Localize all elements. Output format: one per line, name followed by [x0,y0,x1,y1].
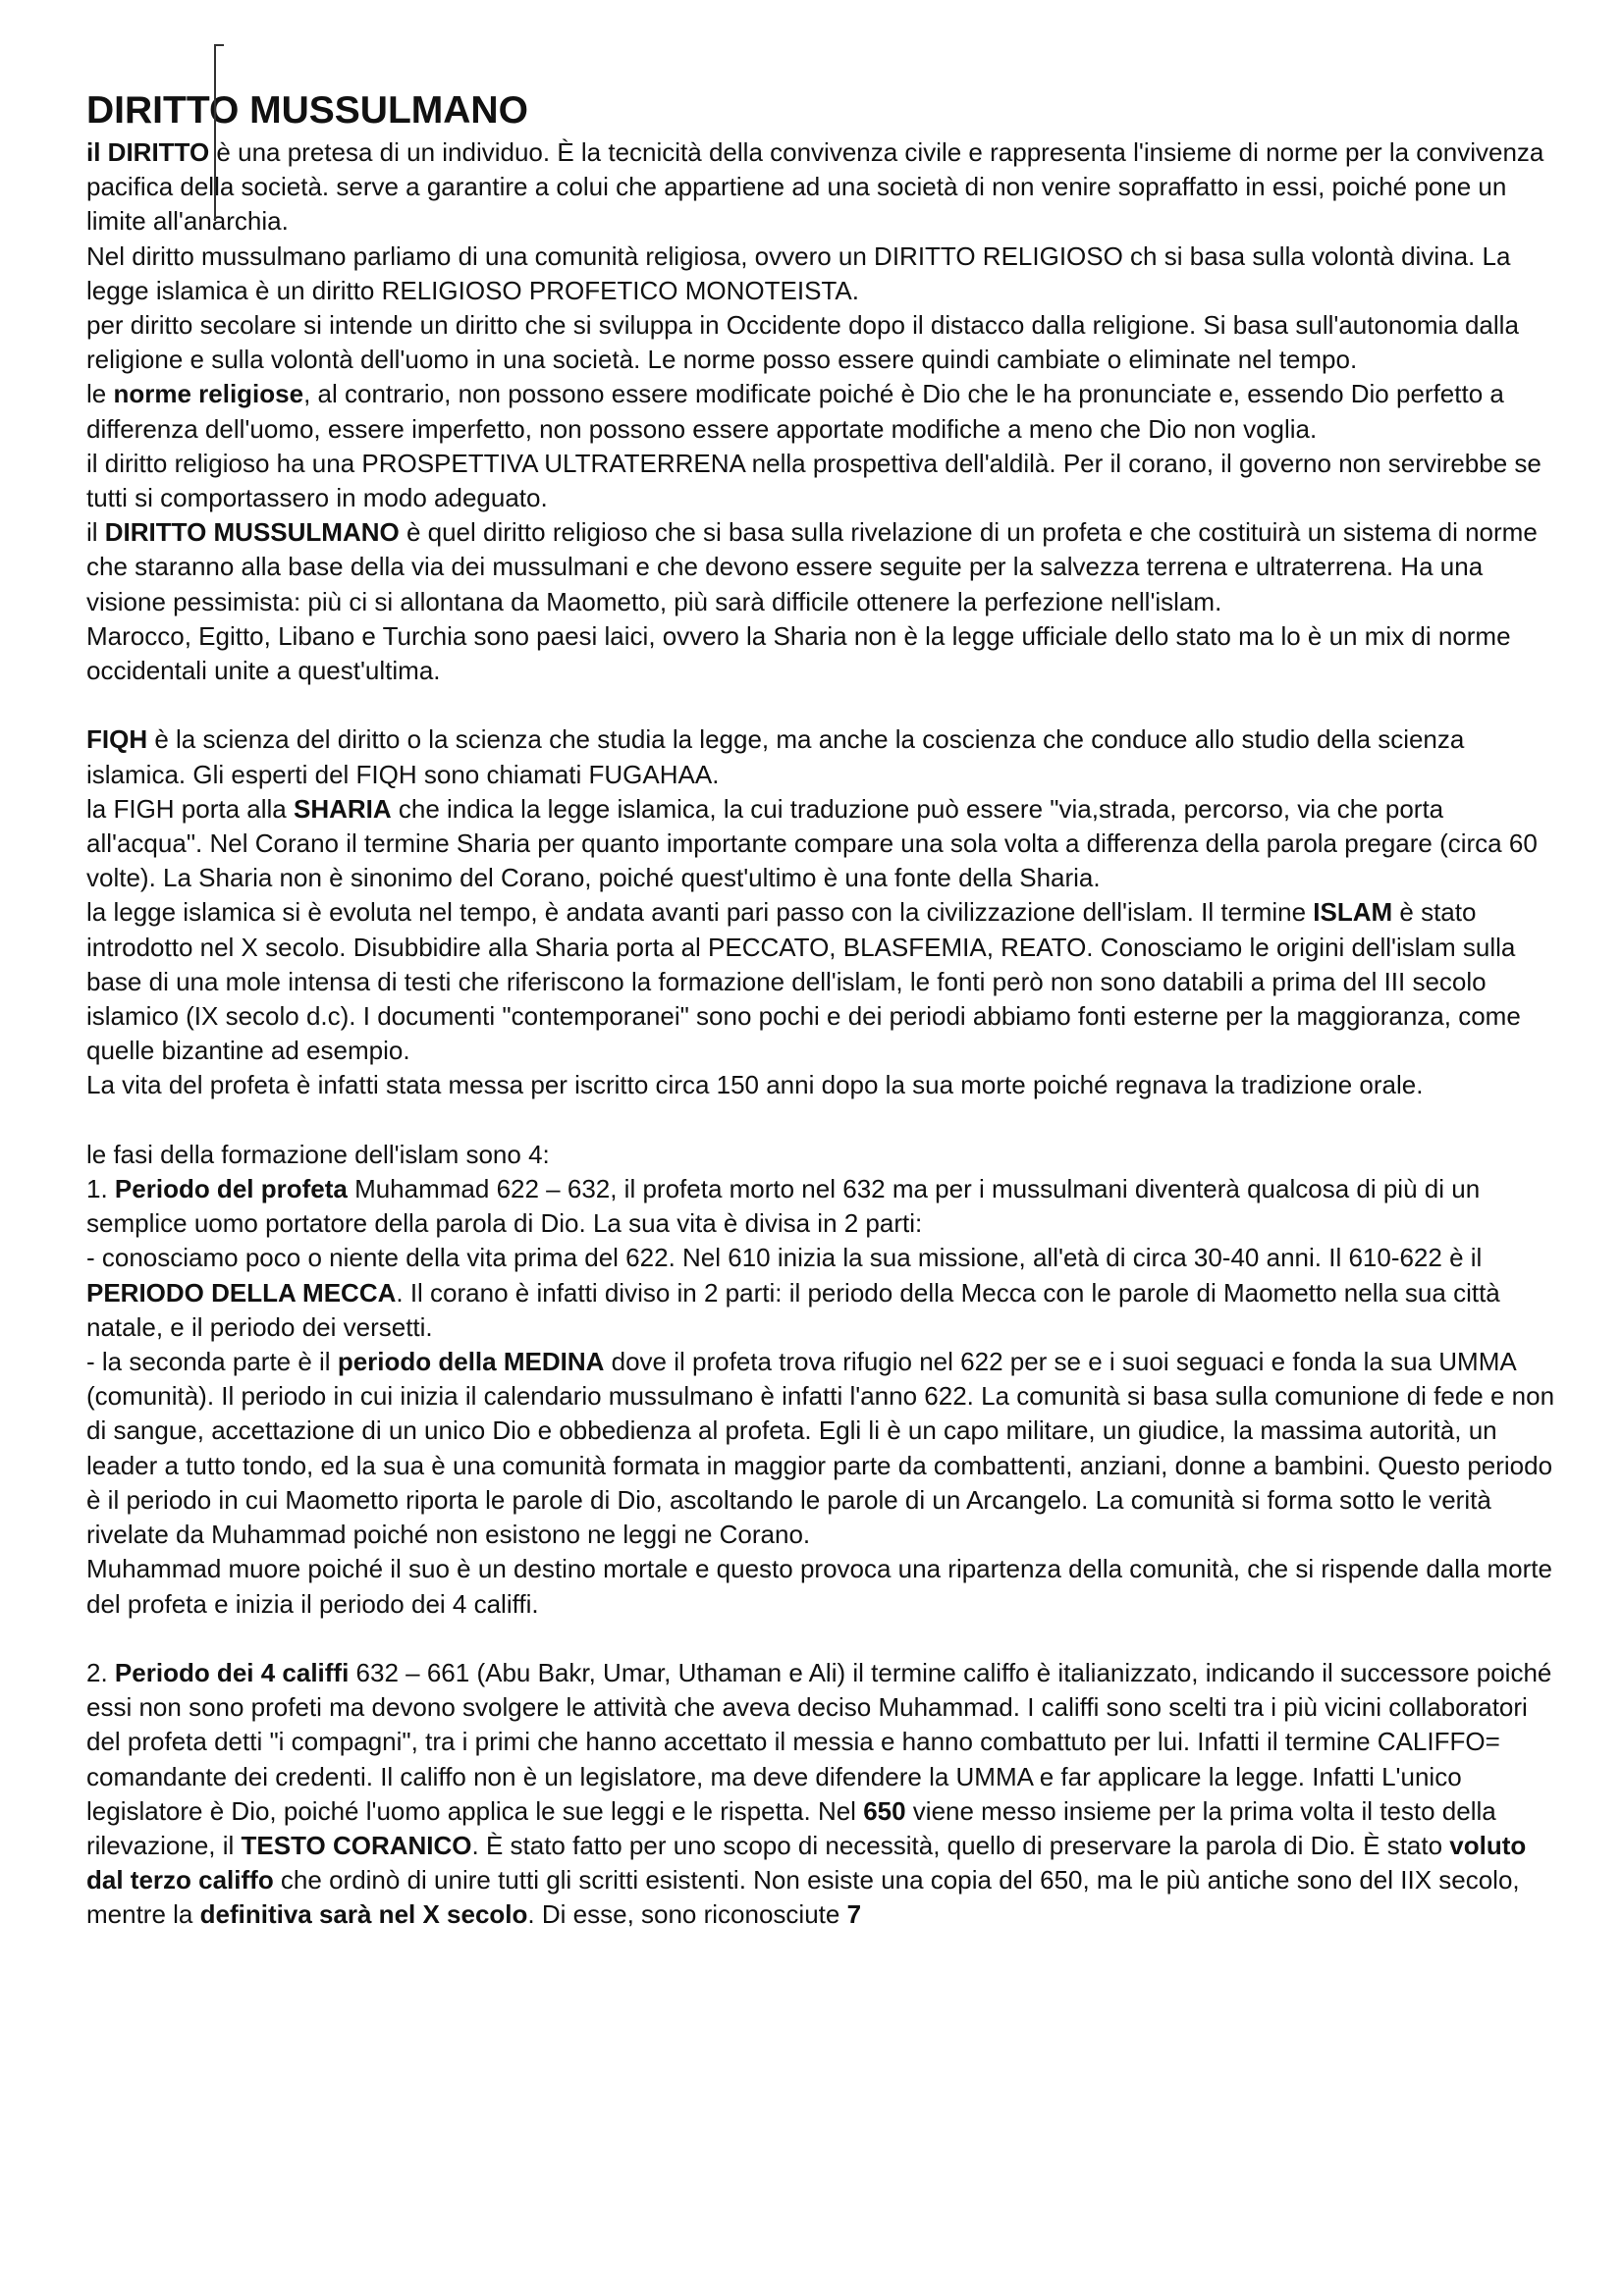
paragraph [86,135,1559,240]
text-run: è una pretesa di un individuo. È la tecnicità della convivenza civile e rappresenta l'insieme di norme per la convivenza pacifica della società. serve a garantire a colui che appartiene ad una società di non venire sopraffatto in essi, poiché pone un limite all'anarchia. [86,137,1544,237]
text-run: - la seconda parte è il [86,1347,338,1377]
blank-line [86,1103,1559,1138]
paragraph [86,515,1559,619]
paragraph [86,308,1559,377]
paragraph [86,377,1559,446]
text-run: , al contrario, non possono essere modificate poiché è Dio che le ha pronunciate e, essendo Dio perfetto a differenza dell'uomo, essere imperfetto, non possono essere apportate modifiche a meno che Dio non voglia. [86,379,1504,444]
bold-text: PERIODO DELLA MECCA [86,1277,397,1308]
bold-text: Periodo del profeta [114,1174,348,1204]
paragraph [86,792,1559,896]
bold-text: periodo della MEDINA [337,1347,605,1377]
text-run: dove il profeta trova rifugio nel 622 per se e i suoi seguaci e fonda la sua UMMA (comunità). Il periodo in cui inizia il calendario mussulmano è infatti l'anno 622. La comunità si basa sulla comunione di fede e non di sangue, accettazione di un unico Dio e obbedienza al profeta. Egli li è un capo militare, un giudice, la massima autorità, un leader a tutto tondo, ed la sua è una comunità formata in maggior parte da combattenti, anziani, donne a bambini. Questo periodo è il periodo in cui Maometto riporta le parole di Dio, ascoltando le parole di un Arcangelo. La comunità si forma sotto le verità rivelate da Muhammad poiché non esistono ne leggi ne Corano. [86,1347,1555,1550]
bold-text: FIQH [86,724,148,755]
paragraph [86,1656,1559,1933]
bold-text: voluto dal terzo califfo [86,1830,1527,1896]
blank-line [86,1622,1559,1656]
text-run: Muhammad muore poiché il suo è un destino mortale e questo provoca una ripartenza della comunità, che si rispende dalla morte del profeta e inizia il periodo dei 4 califfi. [86,1554,1552,1619]
paragraph [86,240,1559,308]
bold-text: norme religiose [113,379,304,409]
paragraph [86,1345,1559,1552]
bold-text: definitiva sarà nel X secolo [199,1899,528,1930]
text-run: è quel diritto religioso che si basa sulla rivelazione di un profeta e che costituirà un sistema di norme che staranno alla base della via dei mussulmani e che devono essere seguite per la salvezza terrena e ultraterrena. Ha una visione pessimista: più ci si allontana da Maometto, più sarà difficile ottenere la perfezione nell'islam. [86,517,1538,616]
text-run: 2. [86,1657,115,1687]
text-run: Marocco, Egitto, Libano e Turchia sono paesi laici, ovvero la Sharia non è la legge ufficiale dello stato ma lo è un mix di norme occidentali unite a quest'ultima. [86,620,1511,686]
bold-text: 7 [846,1899,862,1930]
text-run: le fasi della formazione dell'islam sono 4: [86,1139,550,1169]
text-run: . Di esse, sono riconosciute [527,1899,847,1930]
paragraph [86,1138,1559,1172]
paragraph [86,1241,1559,1345]
document-page [86,86,1559,1933]
bold-text: SHARIA [293,793,392,824]
paragraph [86,722,1559,791]
bold-text: ISLAM [1313,897,1393,928]
text-run: le [86,379,114,409]
bold-text: DIRITTO MUSSULMANO [104,517,400,548]
paragraph [86,1068,1559,1102]
text-run: - conosciamo poco o niente della vita prima del 622. Nel 610 inizia la sua missione, all'età di circa 30-40 anni. Il 610-622 è il [86,1243,1483,1273]
text-run: il [86,517,105,548]
text-run: Muhammad 622 – 632, il profeta morto nel 632 ma per i mussulmani diventerà qualcosa di più di un semplice uomo portatore della parola di Dio. La sua vita è divisa in 2 parti: [86,1174,1481,1239]
text-run: che ordinò di unire tutti gli scritti esistenti. Non esiste una copia del 650, ma le più antiche sono del IIX secolo, mentre la [86,1865,1520,1930]
paragraph [86,895,1559,1068]
paragraph [86,1552,1559,1621]
text-run: che indica la legge islamica, la cui traduzione può essere "via,strada, percorso, via che porta all'acqua". Nel Corano il termine Sharia per quanto importante compare una sola volta a differenza della parola pregare (circa 60 volte). La Sharia non è sinonimo del Corano, poiché quest'ultimo è una fonte della Sharia. [86,793,1538,893]
document-title: DIRITTO MUSSULMANO [86,89,528,132]
text-run: per diritto secolare si intende un diritto che si sviluppa in Occidente dopo il distacco dalla religione. Si basa sull'autonomia dalla religione e sulla volontà dell'uomo in una società. Le norme posso essere quindi cambiate o eliminate nel tempo. [86,310,1519,375]
text-run: . È stato fatto per uno scopo di necessità, quello di preservare la parola di Dio. È stato [471,1830,1450,1860]
bold-text: il DIRITTO [86,137,210,167]
text-run: la FIGH porta alla [86,793,294,824]
paragraph [86,447,1559,515]
text-run: è la scienza del diritto o la scienza che studia la legge, ma anche la coscienza che conduce allo studio della scienza islamica. Gli esperti del FIQH sono chiamati FUGAHAA. [86,724,1465,789]
text-run: la legge islamica si è evoluta nel tempo, è andata avanti pari passo con la civilizzazione dell'islam. Il termine [86,897,1314,928]
bold-text: Periodo dei 4 califfi [114,1657,350,1687]
text-run: il diritto religioso ha una PROSPETTIVA ULTRATERRENA nella prospettiva dell'aldilà. Per il corano, il governo non servirebbe se tutti si comportassero in modo adeguato. [86,448,1542,513]
text-run: 1. [86,1174,115,1204]
paragraph [86,1172,1559,1241]
document-body [86,135,1559,1933]
text-run: La vita del profeta è infatti stata messa per iscritto circa 150 anni dopo la sua morte poiché regnava la tradizione orale. [86,1070,1424,1100]
text-run: viene messo insieme per la prima volta il testo della rilevazione, il [86,1795,1496,1860]
bold-text: TESTO CORANICO [241,1830,472,1860]
text-run: è stato introdotto nel X secolo. Disubbidire alla Sharia porta al PECCATO, BLASFEMIA, REATO. Conosciamo le origini dell'islam sulla base di una mole intensa di testi che riferiscono la formazione dell'islam, le fonti però non sono databili a prima del III secolo islamico (IX secolo d.c). I documenti "contemporanei" sono pochi e dei periodi abbiamo fonti esterne per la maggioranza, come quelle bizantine ad esempio. [86,897,1521,1066]
text-run: . Il corano è infatti diviso in 2 parti: il periodo della Mecca con le parole di Maometto nella sua città natale, e il periodo dei versetti. [86,1277,1500,1342]
text-run: Nel diritto mussulmano parliamo di una comunità religiosa, ovvero un DIRITTO RELIGIOSO ch si basa sulla volontà divina. La legge islamica è un diritto RELIGIOSO PROFETICO MONOTEISTA. [86,240,1511,305]
text-run: 632 – 661 (Abu Bakr, Umar, Uthaman e Ali) il termine califfo è italianizzato, indicando il successore poiché essi non sono profeti ma devono svolgere le attività che aveva deciso Muhammad. I califfi sono scelti tra i più vicini collaboratori del profeta detti "i compagni", tra i primi che hanno accettato il messia e hanno combattuto per lui. Infatti il termine CALIFFO= comandante dei credenti. Il califfo non è un legislatore, ma deve difendere la UMMA e far applicare la legge. Infatti L'unico legislatore è Dio, poiché l'uomo applica le sue leggi e le rispetta. Nel [86,1657,1552,1826]
blank-line [86,688,1559,722]
text-cursor-icon [214,44,245,221]
paragraph [86,619,1559,688]
bold-text: 650 [863,1795,906,1826]
